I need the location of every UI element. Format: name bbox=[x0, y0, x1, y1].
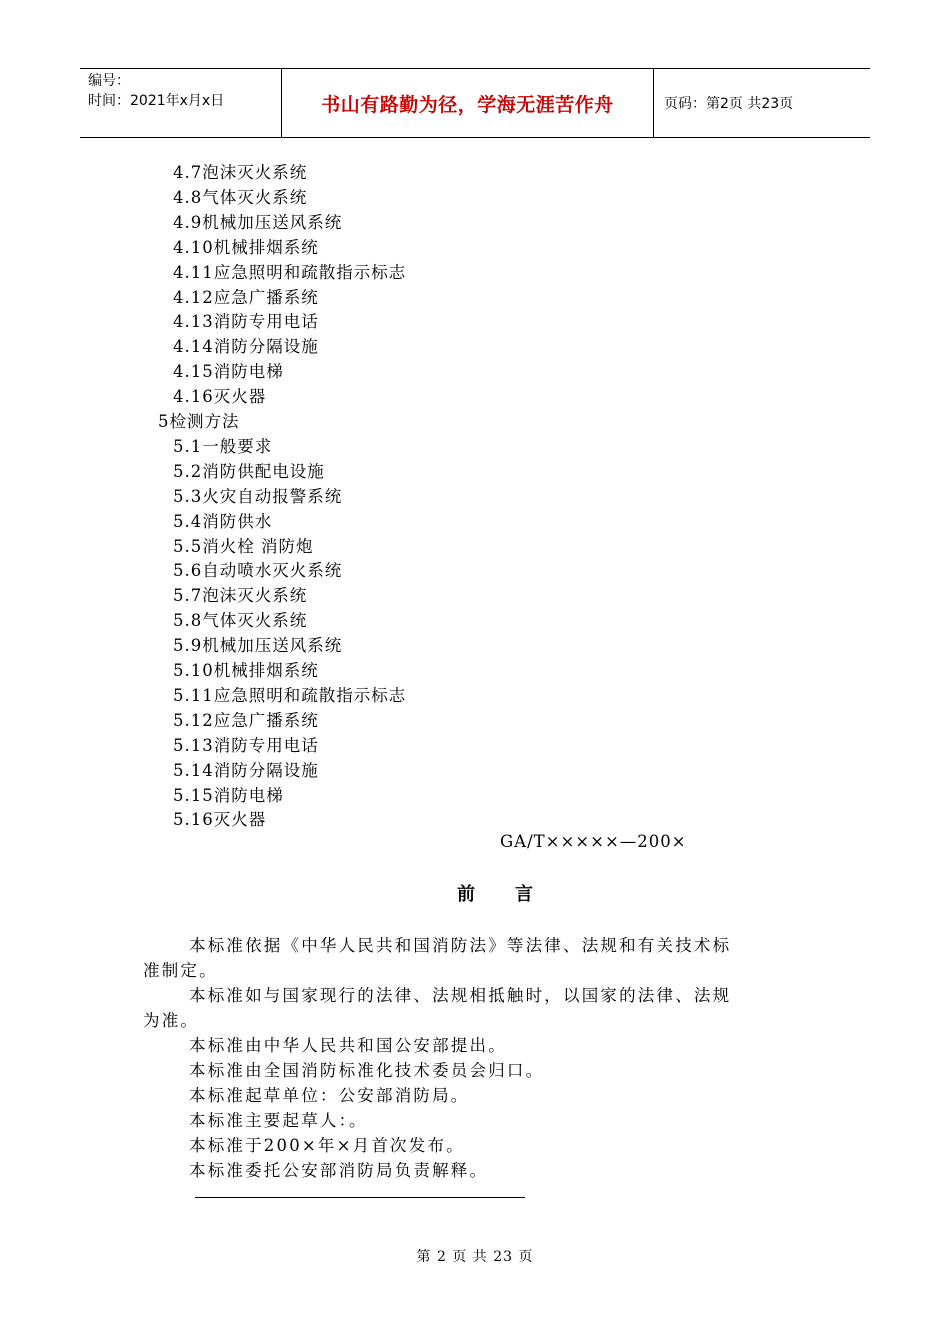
toc-entry: 4.8气体灭火系统 bbox=[173, 187, 308, 207]
toc-entry: 5.9机械加压送风系统 bbox=[173, 636, 343, 656]
preface-paragraph bbox=[143, 983, 813, 1033]
paragraph-line: 本标准由中华人民共和国公安部提出。 bbox=[189, 1036, 507, 1055]
preface-paragraph bbox=[143, 1158, 813, 1183]
toc-entry: 5.5消火栓 消防炮 bbox=[173, 536, 314, 556]
toc-entry: 5.12应急广播系统 bbox=[173, 710, 319, 730]
toc-entry: 5.14消防分隔设施 bbox=[173, 760, 319, 780]
paragraph-line: 本标准委托公安部消防局负责解释。 bbox=[189, 1161, 489, 1180]
toc-entry: 5.13消防专用电话 bbox=[173, 735, 319, 755]
toc-entry: 4.12应急广播系统 bbox=[173, 287, 319, 307]
document-number-label: 编号： bbox=[88, 73, 130, 89]
document-time: 时间：2021年x月x日 bbox=[88, 93, 225, 109]
standard-number: GA/T×××××—200× bbox=[500, 832, 687, 851]
toc-entry: 5.1一般要求 bbox=[173, 436, 273, 456]
paragraph-line: 本标准主要起草人：。 bbox=[189, 1111, 368, 1130]
paragraph-line: 本标准如与国家现行的法律、法规相抵触时，以国家的法律、法规 bbox=[189, 986, 732, 1005]
toc-entry: 4.10机械排烟系统 bbox=[173, 237, 319, 257]
toc-entry: 5.8气体灭火系统 bbox=[173, 611, 308, 631]
page-info: 页码：第2页 共23页 bbox=[664, 96, 794, 112]
toc-entry: 5.7泡沫灭火系统 bbox=[173, 586, 308, 606]
header-motto-cell bbox=[282, 69, 654, 137]
toc-entry: 4.16灭火器 bbox=[173, 387, 267, 407]
toc-entry: 4.14消防分隔设施 bbox=[173, 337, 319, 357]
preface-paragraph bbox=[143, 1133, 813, 1158]
toc-entry: 5.10机械排烟系统 bbox=[173, 661, 319, 680]
toc-entry: 5.15消防电梯 bbox=[173, 785, 284, 805]
paragraph-line: 准制定。 bbox=[143, 961, 218, 980]
paragraph-line: 本标准依据《中华人民共和国消防法》等法律、法规和有关技术标 bbox=[189, 936, 732, 955]
paragraph-line: 本标准于200×年×月首次发布。 bbox=[189, 1136, 465, 1155]
toc-entry: 4.13消防专用电话 bbox=[173, 312, 319, 332]
header-page-info bbox=[654, 69, 870, 137]
preface-title: 前言 bbox=[457, 884, 573, 905]
toc-entry: 4.15消防电梯 bbox=[173, 362, 284, 382]
motto: 书山有路勤为径，学海无涯苦作舟 bbox=[321, 93, 614, 116]
toc-entry: 5.3火灾自动报警系统 bbox=[173, 486, 343, 506]
toc-entry: 5.4消防供水 bbox=[173, 511, 273, 531]
toc-entry: 5检测方法 bbox=[158, 412, 240, 431]
toc-entry: 4.7泡沫灭火系统 bbox=[173, 163, 308, 182]
toc-entry: 5.2消防供配电设施 bbox=[173, 461, 325, 481]
toc-entry: 5.11应急照明和疏散指示标志 bbox=[173, 685, 407, 705]
toc-entry: 4.9机械加压送风系统 bbox=[173, 212, 343, 232]
paragraph-line: 为准。 bbox=[143, 1011, 200, 1030]
page-header bbox=[80, 68, 870, 138]
preface-paragraph bbox=[143, 1058, 813, 1083]
toc-entry: 5.6自动喷水灭火系统 bbox=[173, 561, 343, 581]
preface-paragraph bbox=[143, 1033, 813, 1058]
header-meta bbox=[80, 69, 282, 137]
footnote-divider bbox=[195, 1197, 525, 1198]
paragraph-line: 本标准起草单位：公安部消防局。 bbox=[189, 1086, 470, 1105]
toc-entry: 5.16灭火器 bbox=[173, 810, 267, 830]
preface-paragraph bbox=[143, 933, 813, 983]
toc-entry: 4.11应急照明和疏散指示标志 bbox=[173, 262, 407, 282]
preface-paragraph bbox=[143, 1083, 813, 1108]
preface-paragraph bbox=[143, 1108, 813, 1133]
page-footer: 第 2 页 共 23 页 bbox=[416, 1249, 534, 1265]
paragraph-line: 本标准由全国消防标准化技术委员会归口。 bbox=[189, 1061, 545, 1080]
